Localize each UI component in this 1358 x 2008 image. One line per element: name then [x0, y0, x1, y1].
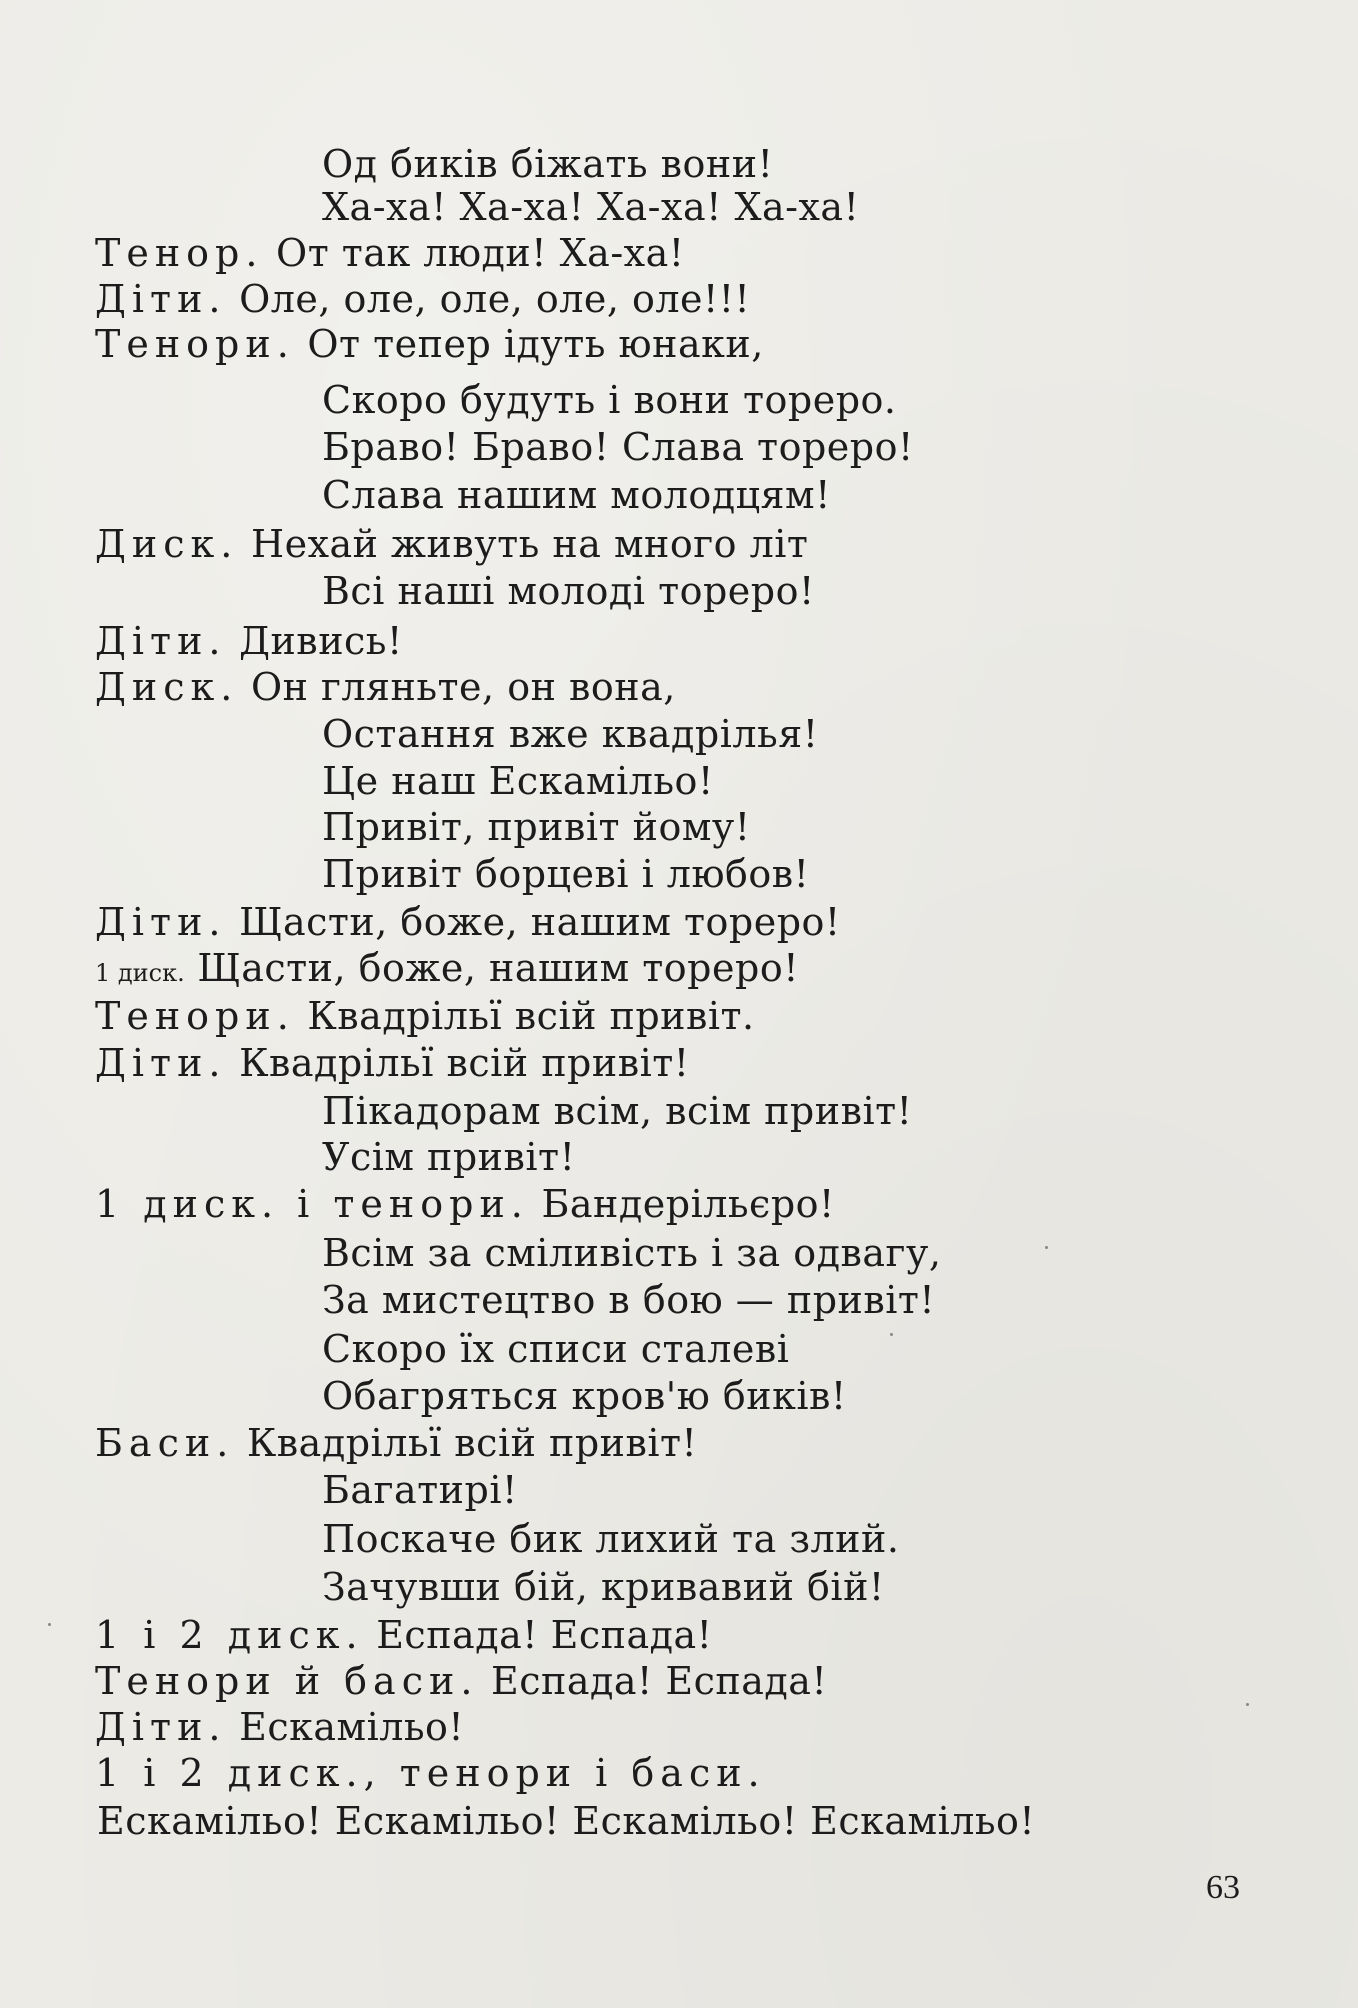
speaker-label: 1 диск. і тенори. — [95, 1182, 529, 1226]
line-text: Слава нашим молодцям! — [322, 473, 831, 517]
text-line — [95, 1611, 712, 1659]
text-line — [322, 1372, 847, 1420]
paper-speck — [48, 1623, 51, 1626]
line-text: Ескамільо! — [239, 1705, 465, 1749]
line-text: Ха-ха! Ха-ха! Ха-ха! Ха-ха! — [322, 185, 860, 229]
line-text: Дивись! — [239, 619, 403, 663]
line-text: Всі наші молоді тореро! — [322, 569, 815, 613]
text-line — [95, 1039, 690, 1087]
text-line — [95, 320, 764, 368]
line-text: Ескамільо! Ескамільо! Ескамільо! Ескамільо! — [97, 1799, 1036, 1843]
text-line — [322, 710, 818, 758]
speaker-label: 1 і 2 диск. — [95, 1613, 364, 1657]
text-line — [322, 1276, 935, 1324]
text-line — [95, 992, 755, 1040]
line-text: Оле, оле, оле, оле, оле!!! — [239, 277, 751, 321]
speaker-label: Баси. — [95, 1421, 235, 1465]
line-text: Еспада! Еспада! — [491, 1659, 828, 1703]
text-line — [322, 757, 714, 805]
text-line — [95, 229, 685, 277]
text-line — [95, 898, 841, 946]
speaker-label: 1 і 2 диск., тенори і баси. — [95, 1751, 766, 1795]
text-line — [322, 1133, 575, 1181]
speaker-label: Діти. — [95, 619, 227, 663]
line-text: Зачувши бій, кривавий бій! — [322, 1565, 885, 1609]
text-line — [322, 567, 815, 615]
line-text: Багатирі! — [322, 1468, 518, 1512]
line-text: Обагряться кров'ю биків! — [322, 1374, 847, 1418]
text-line — [95, 275, 750, 323]
speaker-label: Тенори й баси. — [95, 1659, 479, 1703]
line-text: Це наш Ескамільо! — [322, 759, 714, 803]
line-text: От тепер ідуть юнаки, — [307, 322, 764, 366]
text-line — [322, 1325, 789, 1373]
speaker-label: Диск. — [95, 522, 239, 566]
speaker-label: Диск. — [95, 665, 239, 709]
text-line — [322, 1515, 899, 1563]
speaker-label: Тенор. — [95, 231, 264, 275]
text-line — [322, 140, 773, 188]
line-text: Браво! Браво! Слава тореро! — [322, 425, 914, 469]
line-text: За мистецтво в бою — привіт! — [322, 1278, 936, 1322]
line-text: Остання вже квадрілья! — [322, 712, 819, 756]
text-line — [322, 183, 859, 231]
line-text: Квадрільї всій привіт! — [239, 1041, 690, 1085]
paper-speck — [1045, 1246, 1048, 1249]
text-line — [95, 617, 403, 665]
text-line — [95, 1703, 464, 1751]
text-line — [322, 376, 897, 424]
line-text: Нехай живуть на много літ — [250, 522, 809, 566]
line-text: Он гляньте, он вона, — [250, 665, 676, 709]
line-text: Поскаче бик лихий та злий. — [322, 1517, 900, 1561]
text-line — [95, 1749, 766, 1797]
line-text: Квадрільї всій привіт. — [307, 994, 755, 1038]
speaker-label: Діти. — [95, 900, 227, 944]
text-line — [322, 1466, 518, 1514]
text-line — [95, 1657, 827, 1705]
text-line — [95, 663, 676, 711]
page-number: 63 — [1206, 1869, 1240, 1906]
line-text: Еспада! Еспада! — [376, 1613, 713, 1657]
text-line — [322, 1229, 941, 1277]
line-text: Привіт, привіт йому! — [322, 805, 751, 849]
text-line — [322, 1563, 885, 1611]
speaker-label: Тенори. — [95, 322, 295, 366]
text-line — [95, 1419, 697, 1467]
paper-speck — [1246, 1703, 1249, 1706]
speaker-label: Діти. — [95, 1041, 227, 1085]
line-text: Квадрільї всій привіт! — [246, 1421, 698, 1465]
line-text: Пікадорам всім, всім привіт! — [322, 1089, 913, 1133]
text-line — [322, 850, 809, 898]
text-line — [322, 1087, 912, 1135]
text-line — [322, 423, 914, 471]
line-text: Щасти, боже, нашим тореро! — [197, 946, 799, 990]
line-text: Усім привіт! — [322, 1135, 576, 1179]
text-line — [95, 1180, 835, 1228]
line-text: Щасти, боже, нашим тореро! — [239, 900, 841, 944]
line-text: Скоро будуть і вони тореро. — [322, 378, 897, 422]
text-line — [97, 1797, 1035, 1845]
line-text: Од биків біжать вони! — [322, 142, 774, 186]
speaker-label: Діти. — [95, 1705, 227, 1749]
text-line — [95, 944, 799, 992]
line-text: От так люди! Ха-ха! — [276, 231, 685, 275]
text-line — [322, 803, 751, 851]
line-text: Бандерільєро! — [541, 1182, 835, 1226]
text-line — [322, 471, 831, 519]
line-text: Всім за сміливість і за одвагу, — [322, 1231, 942, 1275]
speaker-label: Діти. — [95, 277, 227, 321]
speaker-label: 1 диск. — [95, 959, 185, 987]
line-text: Привіт борцеві і любов! — [322, 852, 810, 896]
paper-speck — [890, 1333, 893, 1336]
text-line — [95, 520, 808, 568]
speaker-label: Тенори. — [95, 994, 295, 1038]
line-text: Скоро їх списи сталеві — [322, 1327, 790, 1371]
